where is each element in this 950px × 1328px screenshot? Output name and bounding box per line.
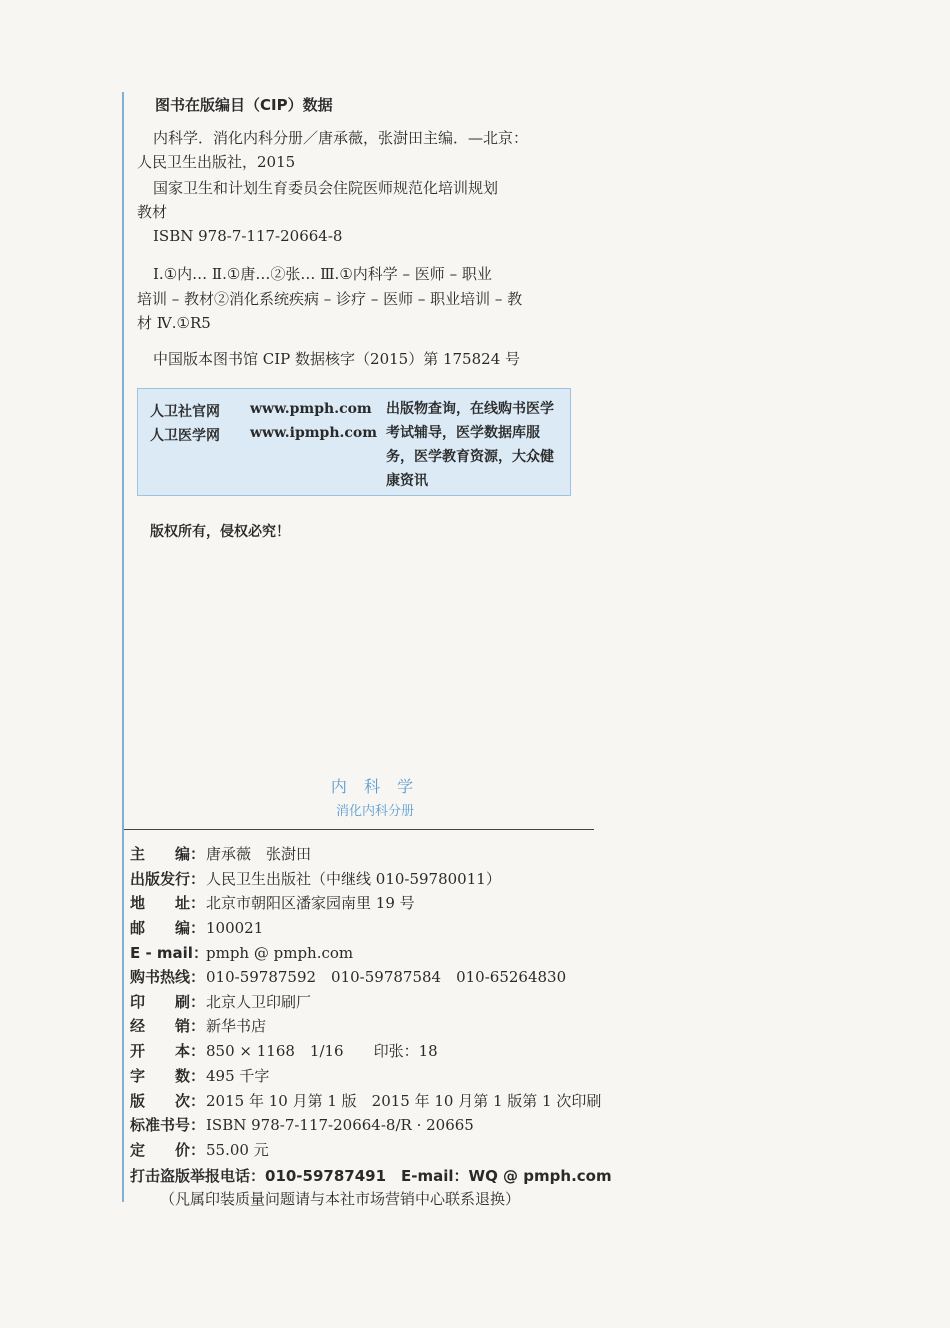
detail-label: 开 本：: [130, 1042, 206, 1060]
book-subtitle: 消化内科分册: [335, 804, 414, 819]
detail-label: 地 址：: [130, 894, 206, 912]
detail-label: 定 价：: [130, 1141, 206, 1159]
cip-line: 国家卫生和计划生育委员会住院医师规范化培训规划: [153, 179, 499, 197]
cip-line: 人民卫生出版社，2015: [137, 153, 296, 171]
detail-label: 标准书号：: [130, 1116, 206, 1134]
detail-row: [130, 892, 415, 913]
return-notice: （凡属印装质量问题请与本社市场营销中心联系退换）: [160, 1190, 521, 1208]
site-url[interactable]: www.pmph.com: [250, 401, 372, 417]
divider: [124, 829, 594, 830]
detail-value: 55.00 元: [206, 1141, 269, 1159]
detail-row: [130, 1040, 438, 1061]
detail-label: 版 次：: [130, 1092, 206, 1110]
detail-label: 购书热线：: [130, 968, 206, 986]
cip-line: 材 Ⅳ.①R5: [137, 314, 211, 332]
margin-rule: [122, 92, 124, 1202]
detail-row: [130, 991, 311, 1012]
detail-value: 唐承薇 张澍田: [206, 845, 312, 863]
services-text: 出版物查询，在线购书医学考试辅导，医学数据库服务，医学教育资源，大众健康资讯: [386, 401, 554, 489]
cip-line: 内科学．消化内科分册／唐承薇，张澍田主编．—北京：: [153, 129, 529, 147]
site-name: 人卫医学网: [150, 428, 220, 444]
detail-value: 850 × 1168 1/16 印张：18: [206, 1042, 438, 1060]
detail-label: 经 销：: [130, 1017, 206, 1035]
detail-value: ISBN 978-7-117-20664-8/R · 20665: [206, 1116, 474, 1134]
website-info-box: [137, 388, 571, 496]
book-title: 内 科 学: [330, 777, 420, 796]
detail-label: 字 数：: [130, 1067, 206, 1085]
detail-value: 495 千字: [206, 1067, 270, 1085]
detail-row: [130, 1114, 474, 1135]
detail-value: pmph @ pmph.com: [206, 944, 354, 962]
cip-title: 图书在版编目（CIP）数据: [155, 96, 333, 114]
detail-row: [130, 868, 501, 889]
detail-row: [130, 1139, 269, 1160]
detail-label: 邮 编：: [130, 919, 206, 937]
detail-value: 北京人卫印刷厂: [206, 993, 312, 1011]
cip-line: 中国版本图书馆 CIP 数据核字（2015）第 175824 号: [153, 350, 521, 368]
detail-row: [130, 1015, 266, 1036]
detail-value: 北京市朝阳区潘家园南里 19 号: [206, 894, 415, 912]
cip-line: 教材: [137, 203, 168, 221]
detail-row: [130, 1065, 269, 1086]
detail-row: [130, 1090, 601, 1111]
site-url[interactable]: www.ipmph.com: [250, 425, 378, 441]
detail-value: 新华书店: [206, 1017, 267, 1035]
detail-row: [130, 917, 263, 938]
cip-line: 培训 – 教材②消化系统疾病 – 诊疗 – 医师 – 职业培训 – 教: [137, 290, 523, 308]
detail-value: 100021: [206, 919, 264, 937]
detail-row: [130, 843, 311, 864]
detail-label: 印 刷：: [130, 993, 206, 1011]
copyright-notice: 版权所有，侵权必究！: [150, 524, 290, 540]
detail-value: 人民卫生出版社（中继线 010-59780011）: [206, 870, 501, 888]
detail-label: 主 编：: [130, 845, 206, 863]
detail-value: 2015 年 10 月第 1 版 2015 年 10 月第 1 版第 1 次印刷: [206, 1092, 602, 1110]
detail-row: [130, 966, 566, 987]
piracy-report-line: 打击盗版举报电话：010-59787491 E-mail：WQ @ pmph.com: [130, 1167, 612, 1185]
detail-row: [130, 942, 353, 963]
detail-value: 010-59787592 010-59787584 010-65264830: [206, 968, 567, 986]
detail-label: 出版发行：: [130, 870, 206, 888]
cip-line: Ⅰ.①内… Ⅱ.①唐…②张… Ⅲ.①内科学 – 医师 – 职业: [153, 265, 492, 283]
detail-label: E - mail：: [130, 944, 208, 962]
cip-line: ISBN 978-7-117-20664-8: [153, 227, 343, 245]
site-name: 人卫社官网: [150, 404, 220, 420]
